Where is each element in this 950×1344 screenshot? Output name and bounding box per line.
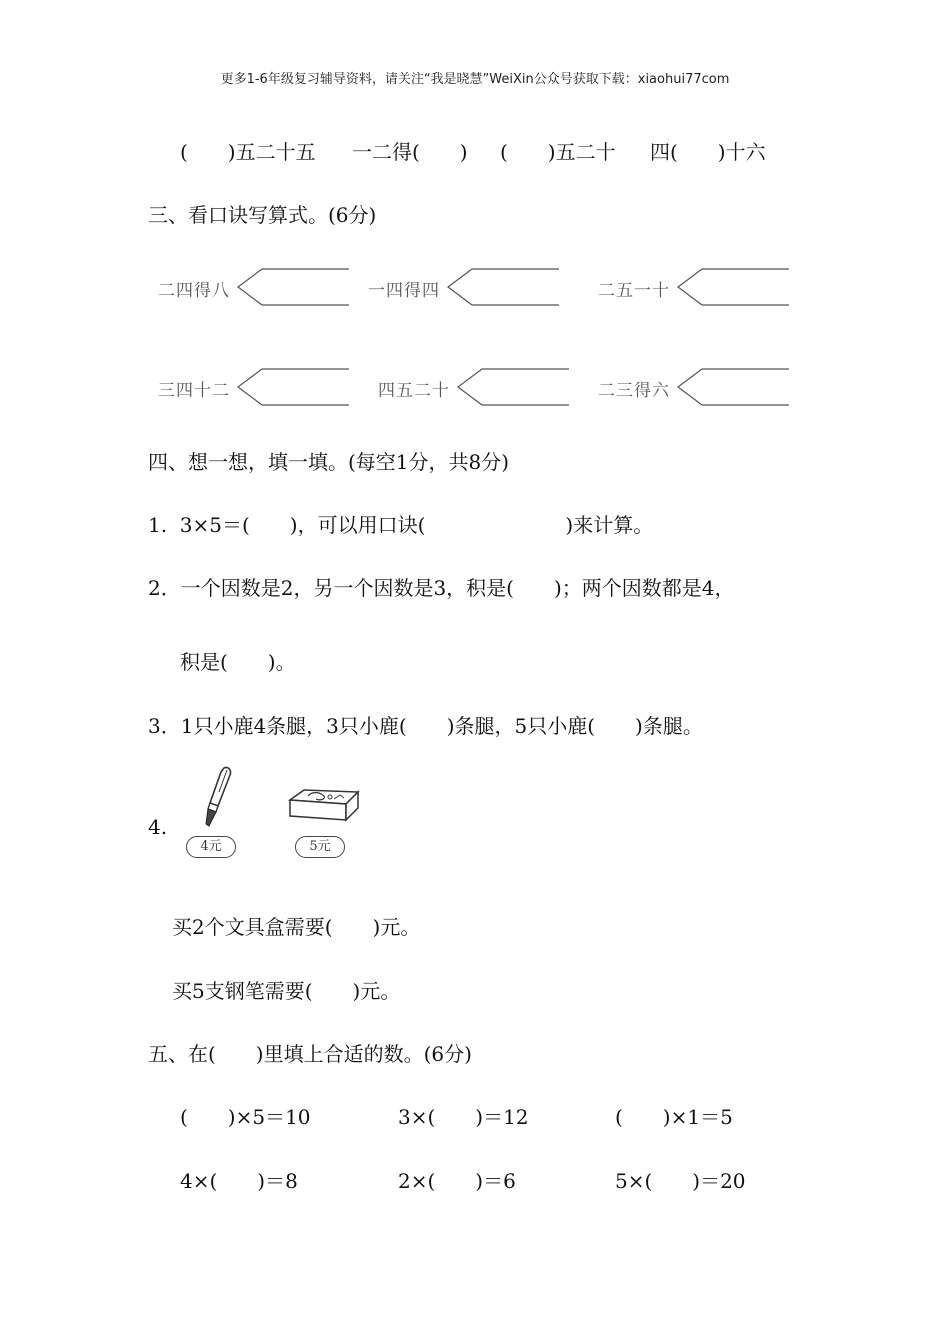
equation-1: ( )×5＝10 — [180, 1105, 311, 1129]
top-item-2: 一二得( ) — [352, 140, 468, 164]
question-3: 3．1只小鹿4条腿，3只小鹿( )条腿，5只小鹿( )条腿。 — [148, 714, 703, 738]
top-item-3: ( )五二十 — [500, 140, 616, 164]
answer-bracket-2 — [446, 262, 561, 312]
koujue-label-3: 二五一十 — [598, 281, 670, 301]
answer-bracket-6 — [676, 362, 791, 412]
section4-title: 四、想一想，填一填。(每空1分，共8分) — [148, 450, 510, 474]
equation-5: 2×( )＝6 — [398, 1169, 516, 1193]
answer-bracket-5 — [456, 362, 571, 412]
answer-bracket-4 — [236, 362, 351, 412]
question-1: 1. 3×5＝( )，可以用口诀( )来计算。 — [148, 513, 654, 537]
koujue-label-5: 四五二十 — [378, 381, 450, 401]
answer-bracket-1 — [236, 262, 351, 312]
equation-3: ( )×1＝5 — [615, 1105, 733, 1129]
page-header: 更多1-6年级复习辅导资料，请关注“我是晓慧”WeiXin公众号获取下载：xiaohui77com — [220, 72, 730, 87]
koujue-label-2: 一四得四 — [368, 281, 440, 301]
equation-6: 5×( )＝20 — [615, 1169, 746, 1193]
koujue-label-4: 三四十二 — [158, 381, 230, 401]
pen-price-tag: 4元 — [186, 836, 236, 858]
top-item-4: 四( )十六 — [650, 140, 766, 164]
equation-2: 3×( )＝12 — [398, 1105, 529, 1129]
pen-icon — [196, 764, 236, 834]
question-2-line-2: 积是( )。 — [180, 650, 296, 674]
section3-title: 三、看口诀写算式。(6分) — [148, 203, 377, 227]
section5-title: 五、在( )里填上合适的数。(6分) — [148, 1042, 472, 1066]
question-4-number: 4. — [148, 815, 168, 839]
question-4b: 买5支钢笔需要( )元。 — [172, 979, 401, 1003]
koujue-label-1: 二四得八 — [158, 281, 230, 301]
box-price-tag: 5元 — [295, 836, 345, 858]
question-4a: 买2个文具盒需要( )元。 — [172, 915, 421, 939]
top-item-1: ( )五二十五 — [180, 140, 316, 164]
koujue-label-6: 二三得六 — [598, 381, 670, 401]
answer-bracket-3 — [676, 262, 791, 312]
pencil-box-icon — [286, 786, 362, 826]
equation-4: 4×( )＝8 — [180, 1169, 298, 1193]
question-2-line-1: 2．一个因数是2，另一个因数是3，积是( )；两个因数都是4， — [148, 576, 735, 600]
